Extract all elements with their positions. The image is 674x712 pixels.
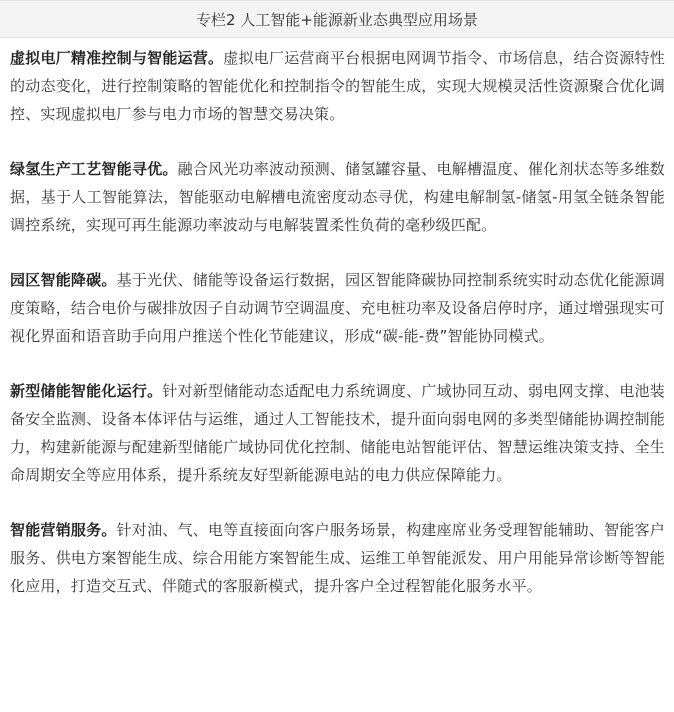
paragraph-heading: 绿氢生产工艺智能寻优。: [10, 160, 178, 178]
box-title-bar: [0, 0, 674, 38]
paragraph-body: 虚拟电厂运营商平台根据电网调节指令、市场信息，结合资源特性的动态变化，进行控制策略的智能优化和控制指令的智能生成，实现大规模灵活性资源聚合优化调控、实现虚拟电厂参与电力市场的智慧交易决策。: [10, 49, 665, 123]
paragraph-heading: 智能营销服务。: [10, 521, 117, 539]
paragraph-body: 针对新型储能动态适配电力系统调度、广域协同互动、弱电网支撑、电池装备安全监测、设备本体评估与运维，通过人工智能技术，提升面向弱电网的多类型储能协调控制能力，构建新能源与配建新型储能广域协同优化控制、储能电站智能评估、智慧运维决策支持、全生命周期安全等应用体系，提升系统友好型新能源电站的电力供应保障能力。: [10, 382, 665, 484]
box-content: [0, 38, 674, 600]
paragraph-energy-storage: [10, 377, 665, 489]
paragraph-body: 针对油、气、电等直接面向客户服务场景，构建座席业务受理智能辅助、智能客户服务、供电方案智能生成、综合用能方案智能生成、运维工单智能派发、用户用能异常诊断等智能化应用，打造交互式、伴随式的客服新模式，提升客户全过程智能化服务水平。: [10, 521, 665, 595]
paragraph-marketing-service: [10, 516, 665, 600]
paragraph-body: 融合风光功率波动预测、储氢罐容量、电解槽温度、催化剂状态等多维数据，基于人工智能算法，智能驱动电解槽电流密度动态寻优，构建电解制氢-储氢-用氢全链条智能调控系统，实现可再生能源功率波动与电解装置柔性负荷的毫秒级匹配。: [10, 160, 666, 234]
paragraph-heading: 园区智能降碳。: [10, 271, 117, 289]
paragraph-green-hydrogen: [10, 155, 665, 239]
paragraph-body: 基于光伏、储能等设备运行数据，园区智能降碳协同控制系统实时动态优化能源调度策略，结合电价与碳排放因子自动调节空调温度、充电桩功率及设备启停时序，通过增强现实可视化界面和语音助手向用户推送个性化节能建议，形成“碳-能-费”智能协同模式。: [10, 271, 665, 345]
paragraph-heading: 虚拟电厂精准控制与智能运营。: [10, 49, 224, 67]
box-title: 专栏2 人工智能+能源新业态典型应用场景: [196, 10, 478, 29]
paragraph-virtual-power-plant: [10, 44, 665, 128]
paragraph-heading: 新型储能智能化运行。: [10, 382, 163, 400]
paragraph-park-carbon-reduction: [10, 266, 665, 350]
